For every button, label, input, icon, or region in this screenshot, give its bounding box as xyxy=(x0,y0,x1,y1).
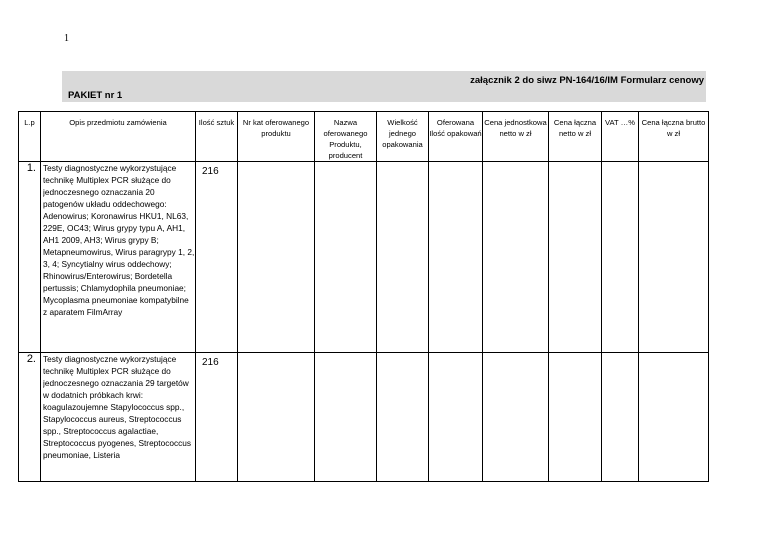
col-header-quantity: Ilość sztuk xyxy=(196,112,238,162)
col-header-package-count: Oferowana Ilość opakowań xyxy=(429,112,483,162)
item-description xyxy=(41,353,196,482)
product-name-cell[interactable] xyxy=(315,353,377,482)
item-description-text: Testy diagnostyczne wykorzystujące technikę Multiplex PCR służące do jednoczesnego oznaczania 29 targetów w dodatnich próbkach krwi: koagulazoujemne Stapylococcus spp., Stapylococcus aureus, Streptococcus spp., Streptococcus agalactiae, Streptococcus pyogenes, Streptococcus pneumoniae, Listeria xyxy=(43,354,192,460)
col-header-vat: VAT …% xyxy=(602,112,639,162)
package-title: PAKIET nr 1 xyxy=(68,90,123,101)
item-quantity: 216 xyxy=(196,162,238,353)
unit-price-cell[interactable] xyxy=(483,353,549,482)
page-number: 1 xyxy=(64,33,69,44)
col-header-product-name: Nazwa oferowanego Produktu, producent xyxy=(315,112,377,162)
col-header-catalog-number: Nr kat oferowanego produktu xyxy=(238,112,315,162)
gross-total-cell[interactable] xyxy=(639,162,709,353)
table-row xyxy=(19,162,709,353)
item-quantity: 216 xyxy=(196,353,238,482)
package-count-cell[interactable] xyxy=(429,162,483,353)
col-header-description: Opis przedmiotu zamówienia xyxy=(41,112,196,162)
col-header-gross-total: Cena łączna brutto w zł xyxy=(639,112,709,162)
col-header-net-total: Cena łączna netto w zł xyxy=(549,112,602,162)
product-name-cell[interactable] xyxy=(315,162,377,353)
gross-total-cell[interactable] xyxy=(639,353,709,482)
col-header-package-size: Wielkość jednego opakowania xyxy=(377,112,429,162)
vat-cell[interactable] xyxy=(602,353,639,482)
catalog-number-cell[interactable] xyxy=(238,162,315,353)
package-size-cell[interactable] xyxy=(377,353,429,482)
header-row xyxy=(19,112,709,162)
package-count-cell[interactable] xyxy=(429,353,483,482)
price-form-table xyxy=(18,111,709,482)
net-total-cell[interactable] xyxy=(549,353,602,482)
row-number: 1. xyxy=(19,162,41,353)
col-header-lp: L.p xyxy=(19,112,41,162)
unit-price-cell[interactable] xyxy=(483,162,549,353)
package-size-cell[interactable] xyxy=(377,162,429,353)
col-header-unit-price: Cena jednostkowa netto w zł xyxy=(483,112,549,162)
table-row xyxy=(19,353,709,482)
net-total-cell[interactable] xyxy=(549,162,602,353)
catalog-number-cell[interactable] xyxy=(238,353,315,482)
row-number: 2. xyxy=(19,353,41,482)
vat-cell[interactable] xyxy=(602,162,639,353)
item-description-text: Testy diagnostyczne wykorzystujące technikę Multiplex PCR służące do jednoczesnego oznaczania 20 patogenów układu oddechowego: Adenowirus; Koronawirus HKU1, NL63, 229E, OC43; Wirus grypy typu A, AH1, AH1 2009, AH3; Wirus grypy B; Metapneumowirus, Wirus paragrypy 1, 2, 3, 4; Syncytialny wirus oddechowy; Rhinowirus/Enterowirus; Bordetella pertussis; Chlamydophila pneumoniae; Mycoplasma pneumoniae kompatybilne z aparatem FilmArray xyxy=(43,163,195,317)
item-description xyxy=(41,162,196,353)
annex-title: załącznik 2 do siwz PN-164/16/IM Formularz cenowy xyxy=(470,75,704,86)
